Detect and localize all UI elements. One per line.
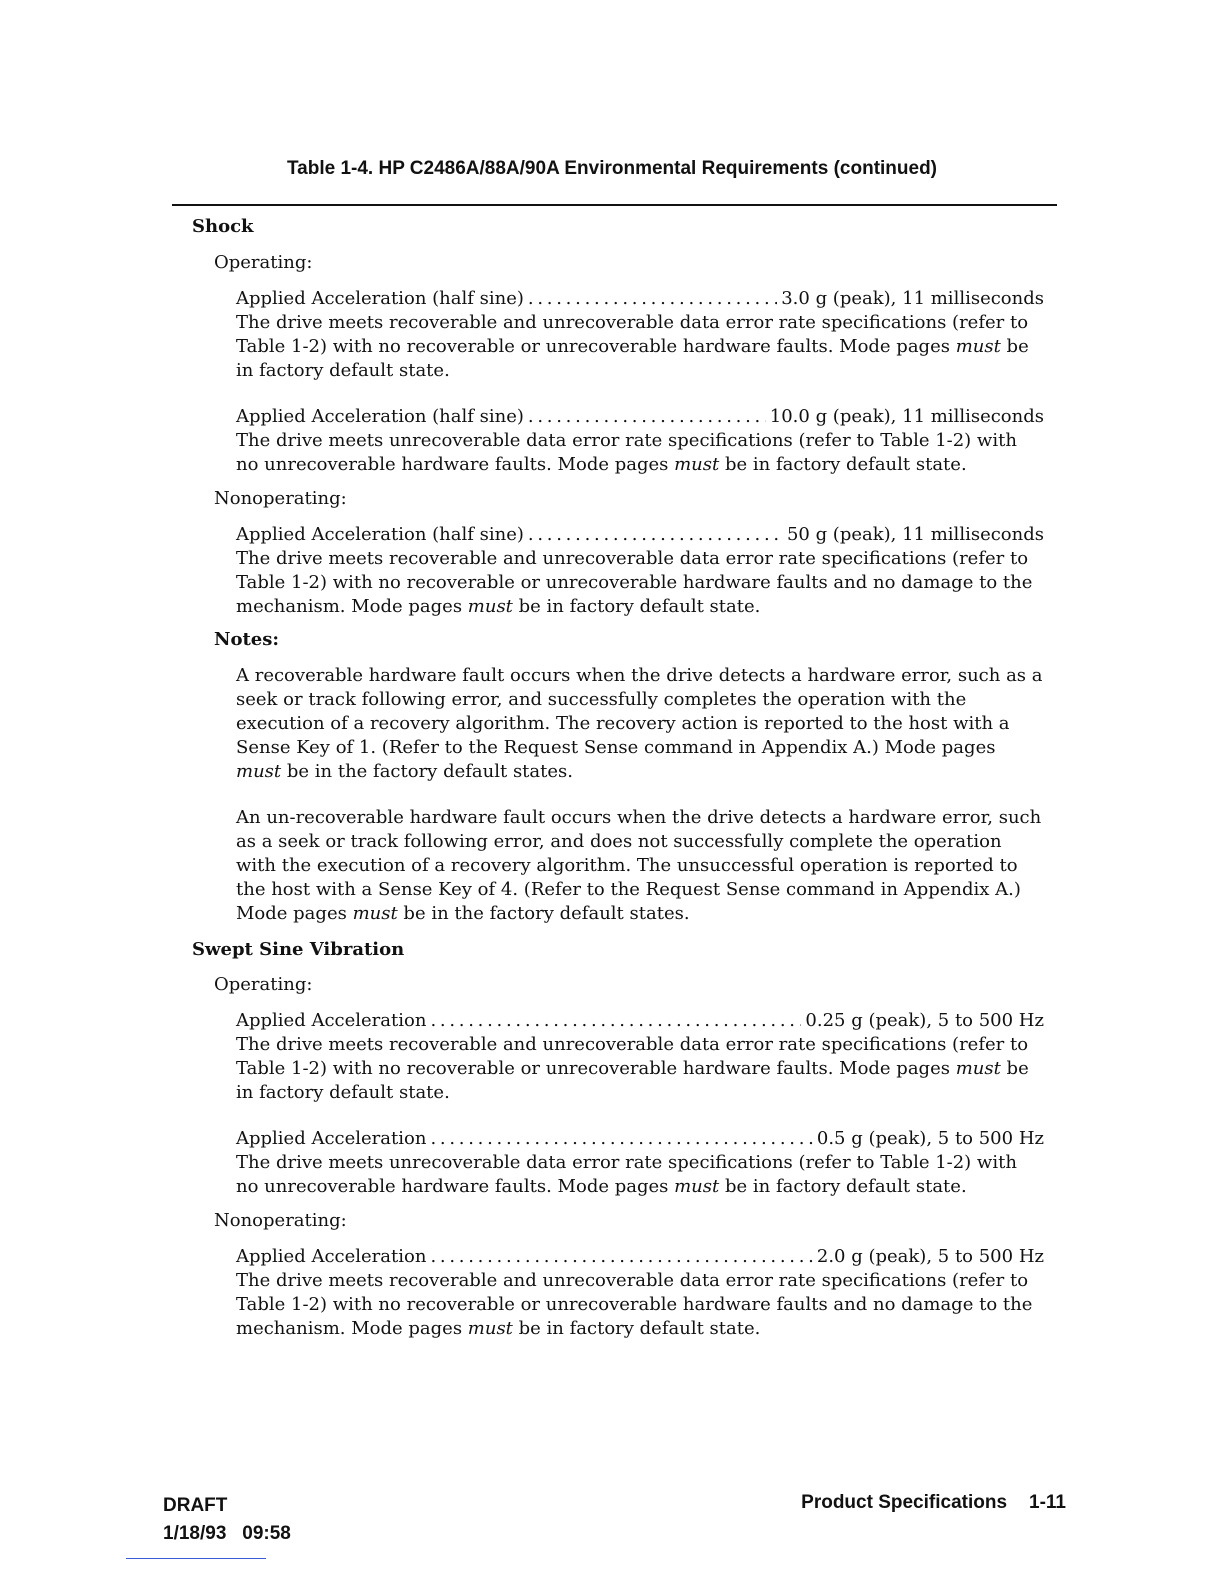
footer-draft-stamp [163,1492,291,1548]
subheading-shock-operating: Operating: [214,252,313,273]
spec-label: Applied Acceleration (half sine) [236,524,524,545]
subheading-vibration-nonoperating: Nonoperating: [214,1210,347,1231]
leader-dots [528,405,766,429]
section-heading-vibration: Swept Sine Vibration [192,939,405,960]
footer-underline [126,1558,266,1559]
spec-value: 2.0 g (peak), 5 to 500 Hz [816,1246,1044,1267]
spec-value: 10.0 g (peak), 11 milliseconds [769,406,1044,427]
spec-vibration-nonop-1 [236,1245,1044,1341]
spec-description: The drive meets recoverable and unrecoverable data error rate specifications (refer to Table 1-2) with no recoverable or unrecoverable hardware faults. Mode pages must be in factory default state. [236,312,1029,381]
spec-label: Applied Acceleration [236,1246,427,1267]
subheading-vibration-operating: Operating: [214,974,313,995]
spec-description: The drive meets recoverable and unrecoverable data error rate specifications (refer to Table 1-2) with no recoverable or unrecoverable hardware faults and no damage to the mechanism. Mode pages must be in factory default state. [236,1270,1033,1339]
spec-description: The drive meets recoverable and unrecoverable data error rate specifications (refer to Table 1-2) with no recoverable or unrecoverable hardware faults. Mode pages must be in factory default state. [236,1034,1029,1103]
spec-vibration-op-2 [236,1127,1044,1199]
title-rule [172,204,1057,206]
note-recoverable: A recoverable hardware fault occurs when the drive detects a hardware error, such as a seek or track following error, and successfully completes the operation with the execution of a recovery algorithm. The recovery action is reported to the host with a Sense Key of 1. (Refer to the Request Sense command in Appendix A.) Mode pages must be in the factory default states. [236,665,1043,782]
spec-vibration-op-1 [236,1009,1044,1105]
leader-dots [430,1127,812,1151]
footer-section-title: Product Specifications [801,1492,1008,1513]
draft-date: 1/18/93 [163,1523,227,1544]
spec-shock-op-1 [236,287,1044,383]
spec-label: Applied Acceleration [236,1010,427,1031]
draft-time: 09:58 [242,1523,291,1544]
page-number: 1-11 [1029,1492,1066,1513]
spec-value: 0.5 g (peak), 5 to 500 Hz [816,1128,1044,1149]
draft-label: DRAFT [163,1495,228,1516]
spec-description: The drive meets recoverable and unrecoverable data error rate specifications (refer to Table 1-2) with no recoverable or unrecoverable hardware faults and no damage to the mechanism. Mode pages must be in factory default state. [236,548,1033,617]
leader-dots [430,1245,812,1269]
spec-label: Applied Acceleration [236,1128,427,1149]
leader-dots [528,523,783,547]
spec-value: 0.25 g (peak), 5 to 500 Hz [805,1010,1044,1031]
subheading-notes: Notes: [214,629,280,650]
note-unrecoverable: An un-recoverable hardware fault occurs when the drive detects a hardware error, such as a seek or track following error, and does not successfully complete the operation with the execution of a recovery algorithm. The unsuccessful operation is reported to the host with a Sense Key of 4. (Refer to the Request Sense command in Appendix A.) Mode pages must be in the factory default states. [236,807,1042,924]
spec-label: Applied Acceleration (half sine) [236,406,524,427]
spec-label: Applied Acceleration (half sine) [236,288,524,309]
spec-description: The drive meets unrecoverable data error rate specifications (refer to Table 1-2) with no unrecoverable hardware faults. Mode pages must be in factory default state. [236,1152,1017,1197]
spec-shock-op-2 [236,405,1044,477]
footer-page-info [801,1492,1066,1514]
leader-dots [430,1009,801,1033]
spec-description: The drive meets unrecoverable data error rate specifications (refer to Table 1-2) with no unrecoverable hardware faults. Mode pages must be in factory default state. [236,430,1017,475]
spec-value: 3.0 g (peak), 11 milliseconds [781,288,1044,309]
leader-dots [528,287,777,311]
spec-shock-nonop-1 [236,523,1044,619]
section-heading-shock: Shock [192,216,254,237]
spec-value: 50 g (peak), 11 milliseconds [786,524,1044,545]
subheading-shock-nonoperating: Nonoperating: [214,488,347,509]
table-title: Table 1-4. HP C2486A/88A/90A Environmental Requirements (continued) [286,158,938,179]
